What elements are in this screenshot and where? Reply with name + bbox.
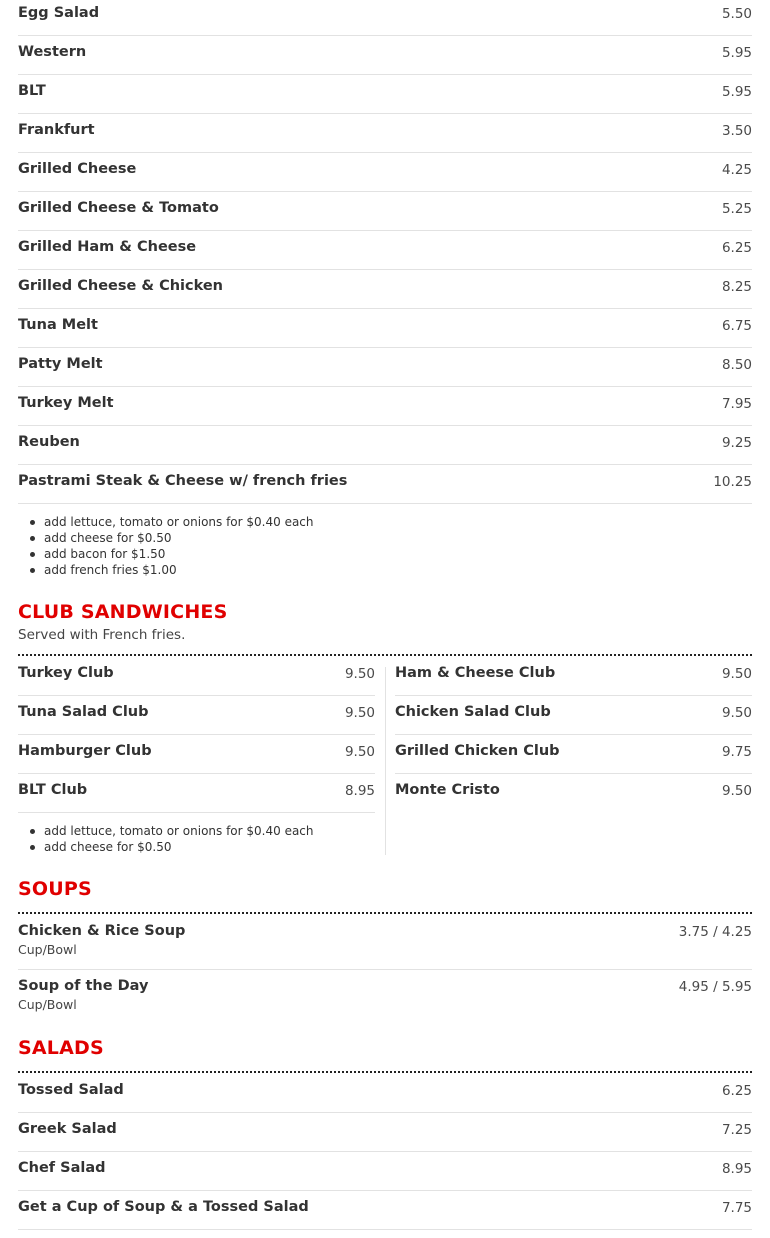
item-price: 3.50 [721, 123, 752, 139]
menu-item [395, 774, 752, 813]
menu-item [18, 774, 375, 813]
item-size-note: Cup/Bowl [18, 997, 77, 1012]
item-price: 4.95 / 5.95 [678, 979, 752, 995]
section-divider [18, 912, 752, 914]
section-title-soups: SOUPS [18, 878, 92, 900]
menu-item [18, 915, 752, 970]
item-price: 9.50 [344, 744, 375, 760]
item-price: 8.95 [344, 783, 375, 799]
section-divider [18, 654, 752, 656]
item-price: 5.25 [721, 201, 752, 217]
item-price: 5.95 [721, 84, 752, 100]
item-name: Grilled Chicken Club [395, 743, 560, 759]
item-name: Chicken Salad Club [395, 704, 551, 720]
item-price: 9.75 [721, 744, 752, 760]
menu-item [18, 36, 752, 75]
item-name: Turkey Melt [18, 395, 114, 411]
item-name: Tuna Salad Club [18, 704, 149, 720]
menu-item [18, 114, 752, 153]
menu-item [18, 970, 752, 1025]
item-price: 6.25 [721, 240, 752, 256]
menu-item [18, 1152, 752, 1191]
item-name: Hamburger Club [18, 743, 152, 759]
menu-item [18, 231, 752, 270]
item-name: Ham & Cheese Club [395, 665, 556, 681]
item-name: Chef Salad [18, 1160, 106, 1176]
item-price: 9.50 [721, 783, 752, 799]
add-on-note: add french fries $1.00 [44, 562, 314, 578]
item-price: 7.95 [721, 396, 752, 412]
item-name: Grilled Cheese [18, 161, 137, 177]
item-name: Turkey Club [18, 665, 114, 681]
menu-item [395, 735, 752, 774]
add-on-notes [44, 514, 314, 578]
section-title-club: CLUB SANDWICHES [18, 601, 228, 623]
add-on-note: add lettuce, tomato or onions for $0.40 each [44, 515, 314, 529]
item-name: Grilled Ham & Cheese [18, 239, 197, 255]
add-on-notes [44, 823, 314, 855]
add-on-note: add cheese for $0.50 [44, 530, 314, 546]
item-price: 9.50 [721, 705, 752, 721]
column-divider [385, 667, 386, 855]
item-name: Egg Salad [18, 5, 100, 21]
menu-item [18, 657, 375, 696]
item-name: Frankfurt [18, 122, 95, 138]
item-price: 9.25 [721, 435, 752, 451]
item-price: 4.25 [721, 162, 752, 178]
item-price: 7.75 [721, 1200, 752, 1216]
item-price: 9.50 [344, 705, 375, 721]
item-price: 3.75 / 4.25 [678, 924, 752, 940]
item-price: 5.95 [721, 45, 752, 61]
menu-item [18, 1113, 752, 1152]
item-name: Chicken & Rice Soup [18, 923, 186, 939]
menu-item [395, 696, 752, 735]
item-price: 6.25 [721, 1083, 752, 1099]
section-subtitle-club: Served with French fries. [18, 627, 186, 643]
menu-item [18, 1191, 752, 1230]
item-price: 8.50 [721, 357, 752, 373]
item-name: Western [18, 44, 87, 60]
menu-item [18, 426, 752, 465]
item-name: Tuna Melt [18, 317, 98, 333]
add-on-note: add cheese for $0.50 [44, 839, 314, 855]
menu-item [18, 348, 752, 387]
section-divider [18, 1071, 752, 1073]
add-on-note: add lettuce, tomato or onions for $0.40 each [44, 824, 314, 838]
item-price: 10.25 [713, 474, 752, 490]
item-name: Get a Cup of Soup & a Tossed Salad [18, 1199, 309, 1215]
menu-item [18, 696, 375, 735]
item-size-note: Cup/Bowl [18, 942, 77, 957]
item-price: 7.25 [721, 1122, 752, 1138]
item-name: Reuben [18, 434, 80, 450]
add-on-note: add bacon for $1.50 [44, 546, 314, 562]
item-name: Patty Melt [18, 356, 103, 372]
menu-item [18, 1074, 752, 1113]
item-name: Soup of the Day [18, 978, 149, 994]
item-name: Pastrami Steak & Cheese w/ french fries [18, 473, 348, 489]
item-price: 6.75 [721, 318, 752, 334]
menu-item [18, 735, 375, 774]
item-price: 5.50 [721, 6, 752, 22]
item-price: 9.50 [721, 666, 752, 682]
menu-item [18, 153, 752, 192]
item-name: Tossed Salad [18, 1082, 124, 1098]
menu-item [18, 465, 752, 504]
section-title-salads: SALADS [18, 1037, 104, 1059]
item-name: Greek Salad [18, 1121, 117, 1137]
menu-item [18, 192, 752, 231]
item-price: 9.50 [344, 666, 375, 682]
menu-item [395, 657, 752, 696]
item-name: Grilled Cheese & Chicken [18, 278, 224, 294]
menu-item [18, 309, 752, 348]
menu-item [18, 387, 752, 426]
menu-item [18, 270, 752, 309]
item-name: Monte Cristo [395, 782, 500, 798]
item-name: BLT [18, 83, 46, 99]
item-name: Grilled Cheese & Tomato [18, 200, 219, 216]
menu-item [18, 0, 752, 36]
item-price: 8.95 [721, 1161, 752, 1177]
item-price: 8.25 [721, 279, 752, 295]
item-name: BLT Club [18, 782, 88, 798]
menu-item [18, 75, 752, 114]
